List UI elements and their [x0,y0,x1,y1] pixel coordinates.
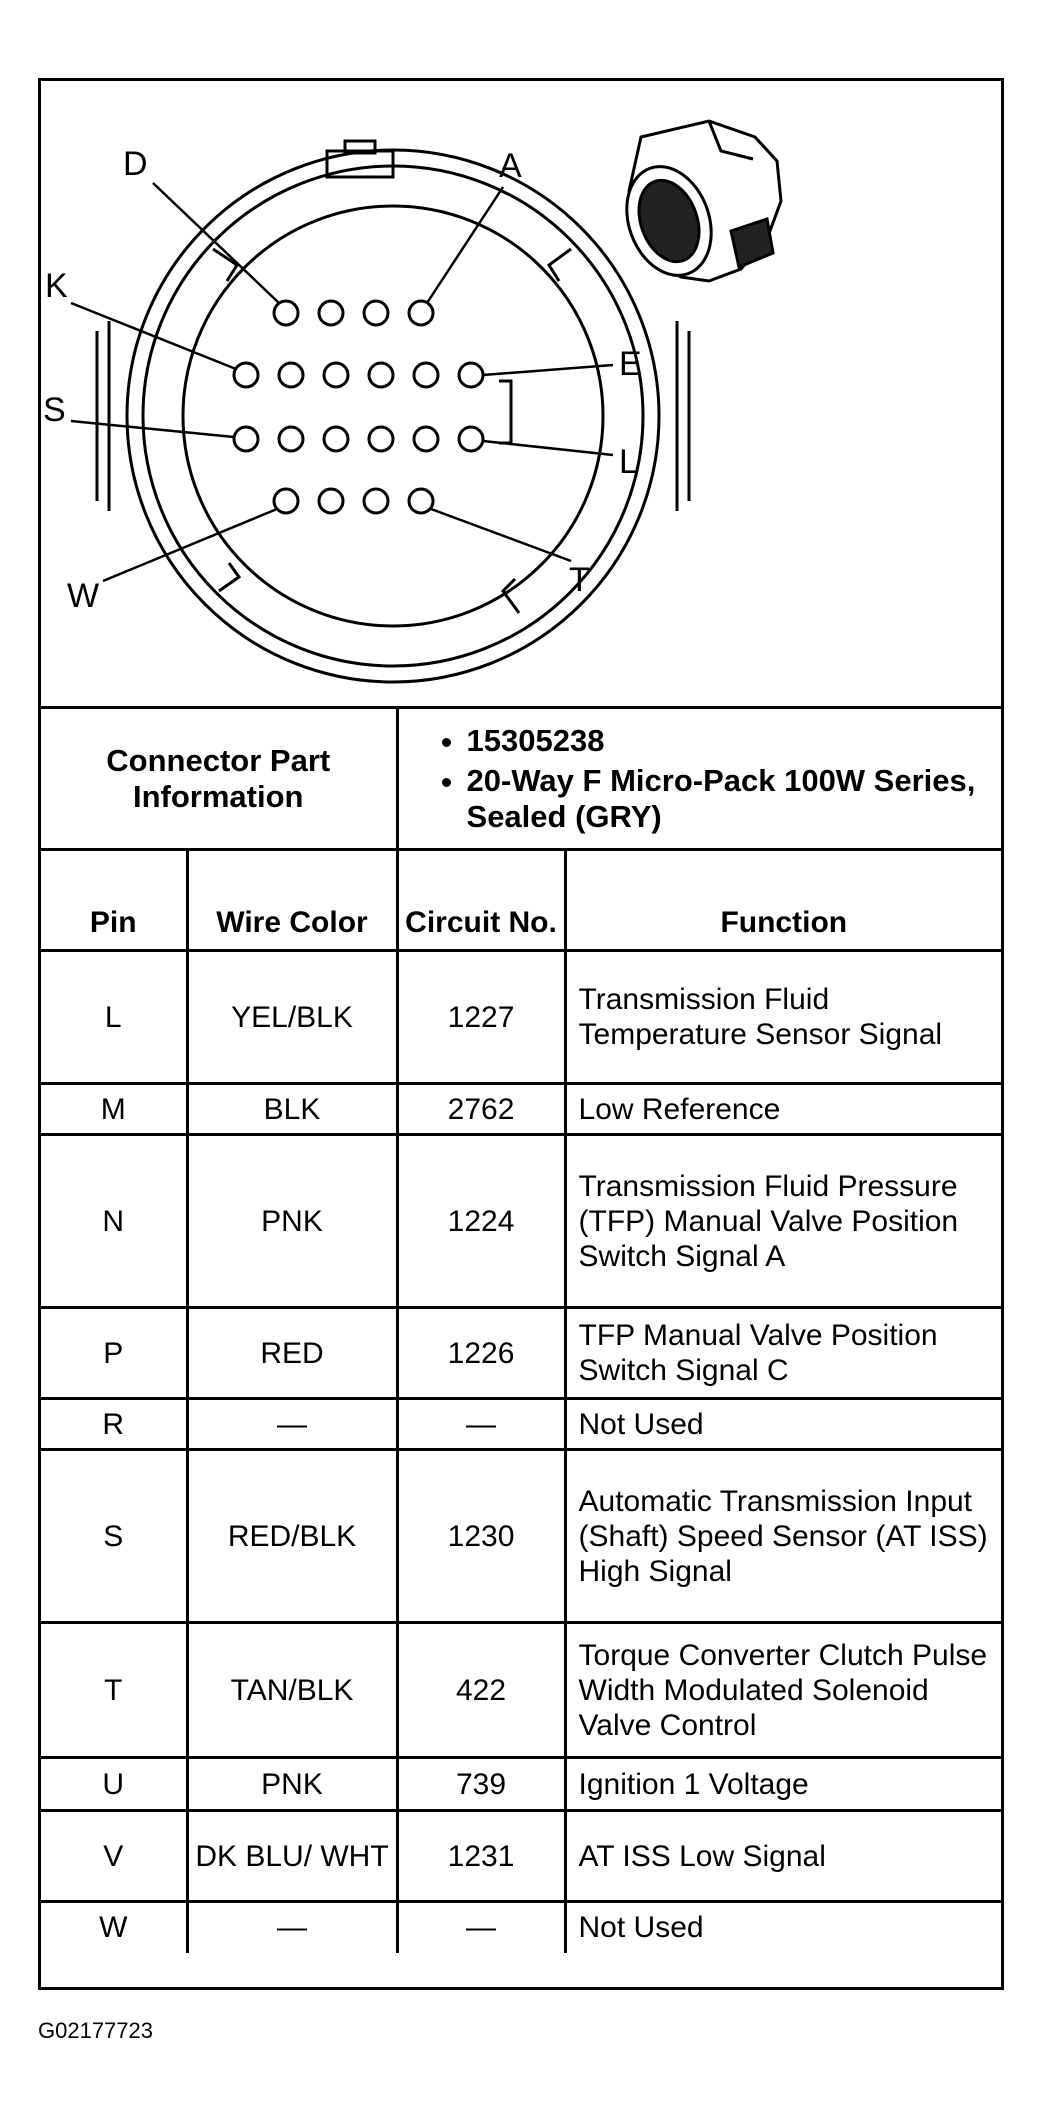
pin-cavity [414,427,438,451]
connector-part-number: • 15305238 [467,723,1002,759]
function-cell: Low Reference [565,1084,1001,1135]
pin-cell: R [41,1399,187,1450]
connector-info-title: Connector Part Information [41,709,397,850]
wire-color-cell: DK BLU/ WHT [187,1811,397,1902]
header-function: Function [565,850,1001,951]
pin-cell: U [41,1758,187,1811]
function-cell: Transmission Fluid Temperature Sensor Signal [565,951,1001,1084]
function-cell: Not Used [565,1902,1001,1953]
leader-line-D [153,183,279,303]
table-row [41,1902,1001,1953]
table-row [41,1450,1001,1623]
wire-color-cell: RED/BLK [187,1450,397,1623]
connector-info-list [397,709,1001,850]
pin-cavity-S [234,427,258,451]
connector-isometric-picture [612,121,781,287]
wire-color-cell: BLK [187,1084,397,1135]
connector-pinout-table [41,709,1001,1953]
pin-cavity-W [274,489,298,513]
pin-label-A: A [499,147,522,185]
pin-cavity-L [459,427,483,451]
table-row [41,1084,1001,1135]
leader-line-L [483,441,613,455]
pin-cavity [414,363,438,387]
pin-label-T: T [569,561,590,599]
pin-cell: S [41,1450,187,1623]
pin-cavity [369,427,393,451]
pin-cavity [279,363,303,387]
pin-cavity-K [234,363,258,387]
latch-notch-upper-left [213,249,237,281]
connector-face-diagram [41,81,1001,709]
wire-color-cell: — [187,1399,397,1450]
table-row [41,951,1001,1084]
pin-cell: T [41,1623,187,1758]
circuit-no-cell: 422 [397,1623,565,1758]
wire-color-cell: RED [187,1308,397,1399]
circuit-no-cell: 1227 [397,951,565,1084]
pin-cavity [324,363,348,387]
table-row [41,1811,1001,1902]
function-cell: AT ISS Low Signal [565,1811,1001,1902]
table-row [41,1399,1001,1450]
wire-color-cell: TAN/BLK [187,1623,397,1758]
function-cell: Ignition 1 Voltage [565,1758,1001,1811]
circuit-no-cell: 739 [397,1758,565,1811]
pin-cell: M [41,1084,187,1135]
wire-color-cell: — [187,1902,397,1953]
leader-line-S [71,421,234,437]
connector-description: • 20-Way F Micro-Pack 100W Series, Sealed (GRY) [467,763,1002,835]
wire-color-cell: PNK [187,1758,397,1811]
table-row [41,1758,1001,1811]
pin-cavity [319,489,343,513]
pin-cell: P [41,1308,187,1399]
circuit-no-cell: 2762 [397,1084,565,1135]
pin-cavity [364,489,388,513]
pin-label-S: S [43,391,66,429]
wire-color-cell: YEL/BLK [187,951,397,1084]
latch-notch-upper-right [549,249,571,281]
left-side-rib [97,321,109,511]
pin-label-K: K [45,267,68,305]
latch-notch-lower-left [219,563,239,591]
connector-sheet [38,78,1004,1990]
pin-cavity [364,301,388,325]
figure-id-label: G02177723 [38,2018,153,2043]
connector-face-svg [41,81,1001,709]
function-cell: Torque Converter Clutch Pulse Width Modulated Solenoid Valve Control [565,1623,1001,1758]
housing-outer-ring [127,150,659,682]
circuit-no-cell: — [397,1902,565,1953]
function-cell: Not Used [565,1399,1001,1450]
pin-cavity-E [459,363,483,387]
right-polarization-key [499,381,511,443]
table-row [41,1308,1001,1399]
pin-cavity-D [274,301,298,325]
table-header-row [41,850,1001,951]
pin-cell: V [41,1811,187,1902]
right-side-rib [677,321,689,511]
connector-housing [97,141,689,682]
header-wire-color: Wire Color [187,850,397,951]
pin-cavity [319,301,343,325]
function-cell: TFP Manual Valve Position Switch Signal C [565,1308,1001,1399]
circuit-no-cell: 1231 [397,1811,565,1902]
pin-cavity [324,427,348,451]
connector-info-row [41,709,1001,850]
table-row [41,1135,1001,1308]
pin-label-L: L [619,443,638,481]
header-circuit-no: Circuit No. [397,850,565,951]
pin-label-E: E [619,345,642,383]
pin-label-W: W [67,577,100,615]
pin-label-D: D [123,145,148,183]
pin-field-ring [183,206,603,626]
pin-cavity-A [409,301,433,325]
function-cell: Automatic Transmission Input (Shaft) Speed Sensor (AT ISS) High Signal [565,1450,1001,1623]
pin-cavity [369,363,393,387]
leader-line-T [431,509,571,561]
header-pin: Pin [41,850,187,951]
circuit-no-cell: 1224 [397,1135,565,1308]
leader-line-A [427,187,503,303]
pin-cavity-T [409,489,433,513]
pin-cell: L [41,951,187,1084]
pin-cell: N [41,1135,187,1308]
circuit-no-cell: 1226 [397,1308,565,1399]
leader-line-E [483,365,613,375]
pin-cavities [234,301,483,513]
wire-color-cell: PNK [187,1135,397,1308]
circuit-no-cell: — [397,1399,565,1450]
housing-inner-ring [143,166,643,666]
pin-cell: W [41,1902,187,1953]
pin-cavity [279,427,303,451]
circuit-no-cell: 1230 [397,1450,565,1623]
table-row [41,1623,1001,1758]
function-cell: Transmission Fluid Pressure (TFP) Manual Valve Position Switch Signal A [565,1135,1001,1308]
